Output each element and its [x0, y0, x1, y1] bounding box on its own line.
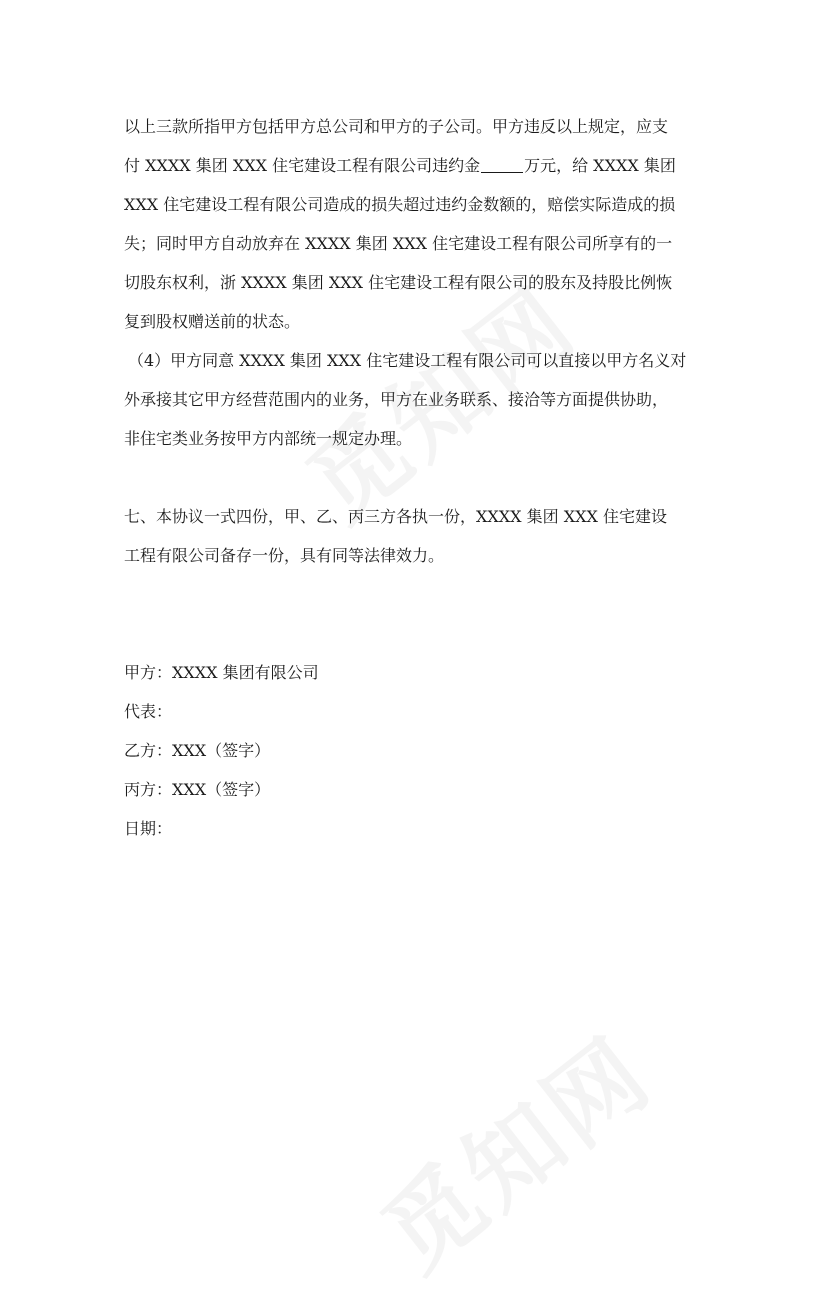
party-b-line: 乙方：XXX（签字）	[124, 741, 271, 760]
text-line: （4）甲方同意 XXXX 集团 XXX 住宅建设工程有限公司可以直接以甲方名义对	[128, 351, 687, 370]
text-line: 复到股权赠送前的状态。	[124, 312, 301, 331]
text-line	[124, 146, 714, 185]
party-c-line: 丙方：XXX（签字）	[124, 780, 271, 799]
party-a-line: 甲方：XXXX 集团有限公司	[124, 663, 319, 682]
text-segment: 付 XXXX 集团 XXX 住宅建设工程有限公司违约金	[124, 156, 481, 175]
text-line: 非住宅类业务按甲方内部统一规定办理。	[124, 429, 413, 448]
text-line: XXX 住宅建设工程有限公司造成的损失超过违约金数额的，赔偿实际造成的损	[124, 195, 676, 214]
representative-line: 代表：	[124, 702, 173, 721]
watermark	[350, 1000, 675, 1296]
text-line: 切股东权利，浙 XXXX 集团 XXX 住宅建设工程有限公司的股东及持股比例恢	[124, 273, 673, 292]
signature-block	[124, 653, 319, 848]
paragraph-clause-4	[124, 341, 714, 458]
text-segment: 万元，给 XXXX 集团	[524, 156, 676, 175]
text-line: 以上三款所指甲方包括甲方总公司和甲方的子公司。甲方违反以上规定，应支	[124, 117, 669, 136]
text-line: 失；同时甲方自动放弃在 XXXX 集团 XXX 住宅建设工程有限公司所享有的一	[124, 234, 673, 253]
text-line: 外承接其它甲方经营范围内的业务，甲方在业务联系、接洽等方面提供协助，	[124, 390, 669, 409]
date-line: 日期：	[124, 819, 173, 838]
paragraph-liquidated-damages	[124, 107, 714, 341]
paragraph-article-7	[124, 497, 714, 575]
text-line: 工程有限公司备存一份，具有同等法律效力。	[124, 546, 445, 565]
text-line: 七、本协议一式四份，甲、乙、丙三方各执一份，XXXX 集团 XXX 住宅建设	[124, 507, 667, 526]
fill-in-blank	[481, 156, 523, 173]
